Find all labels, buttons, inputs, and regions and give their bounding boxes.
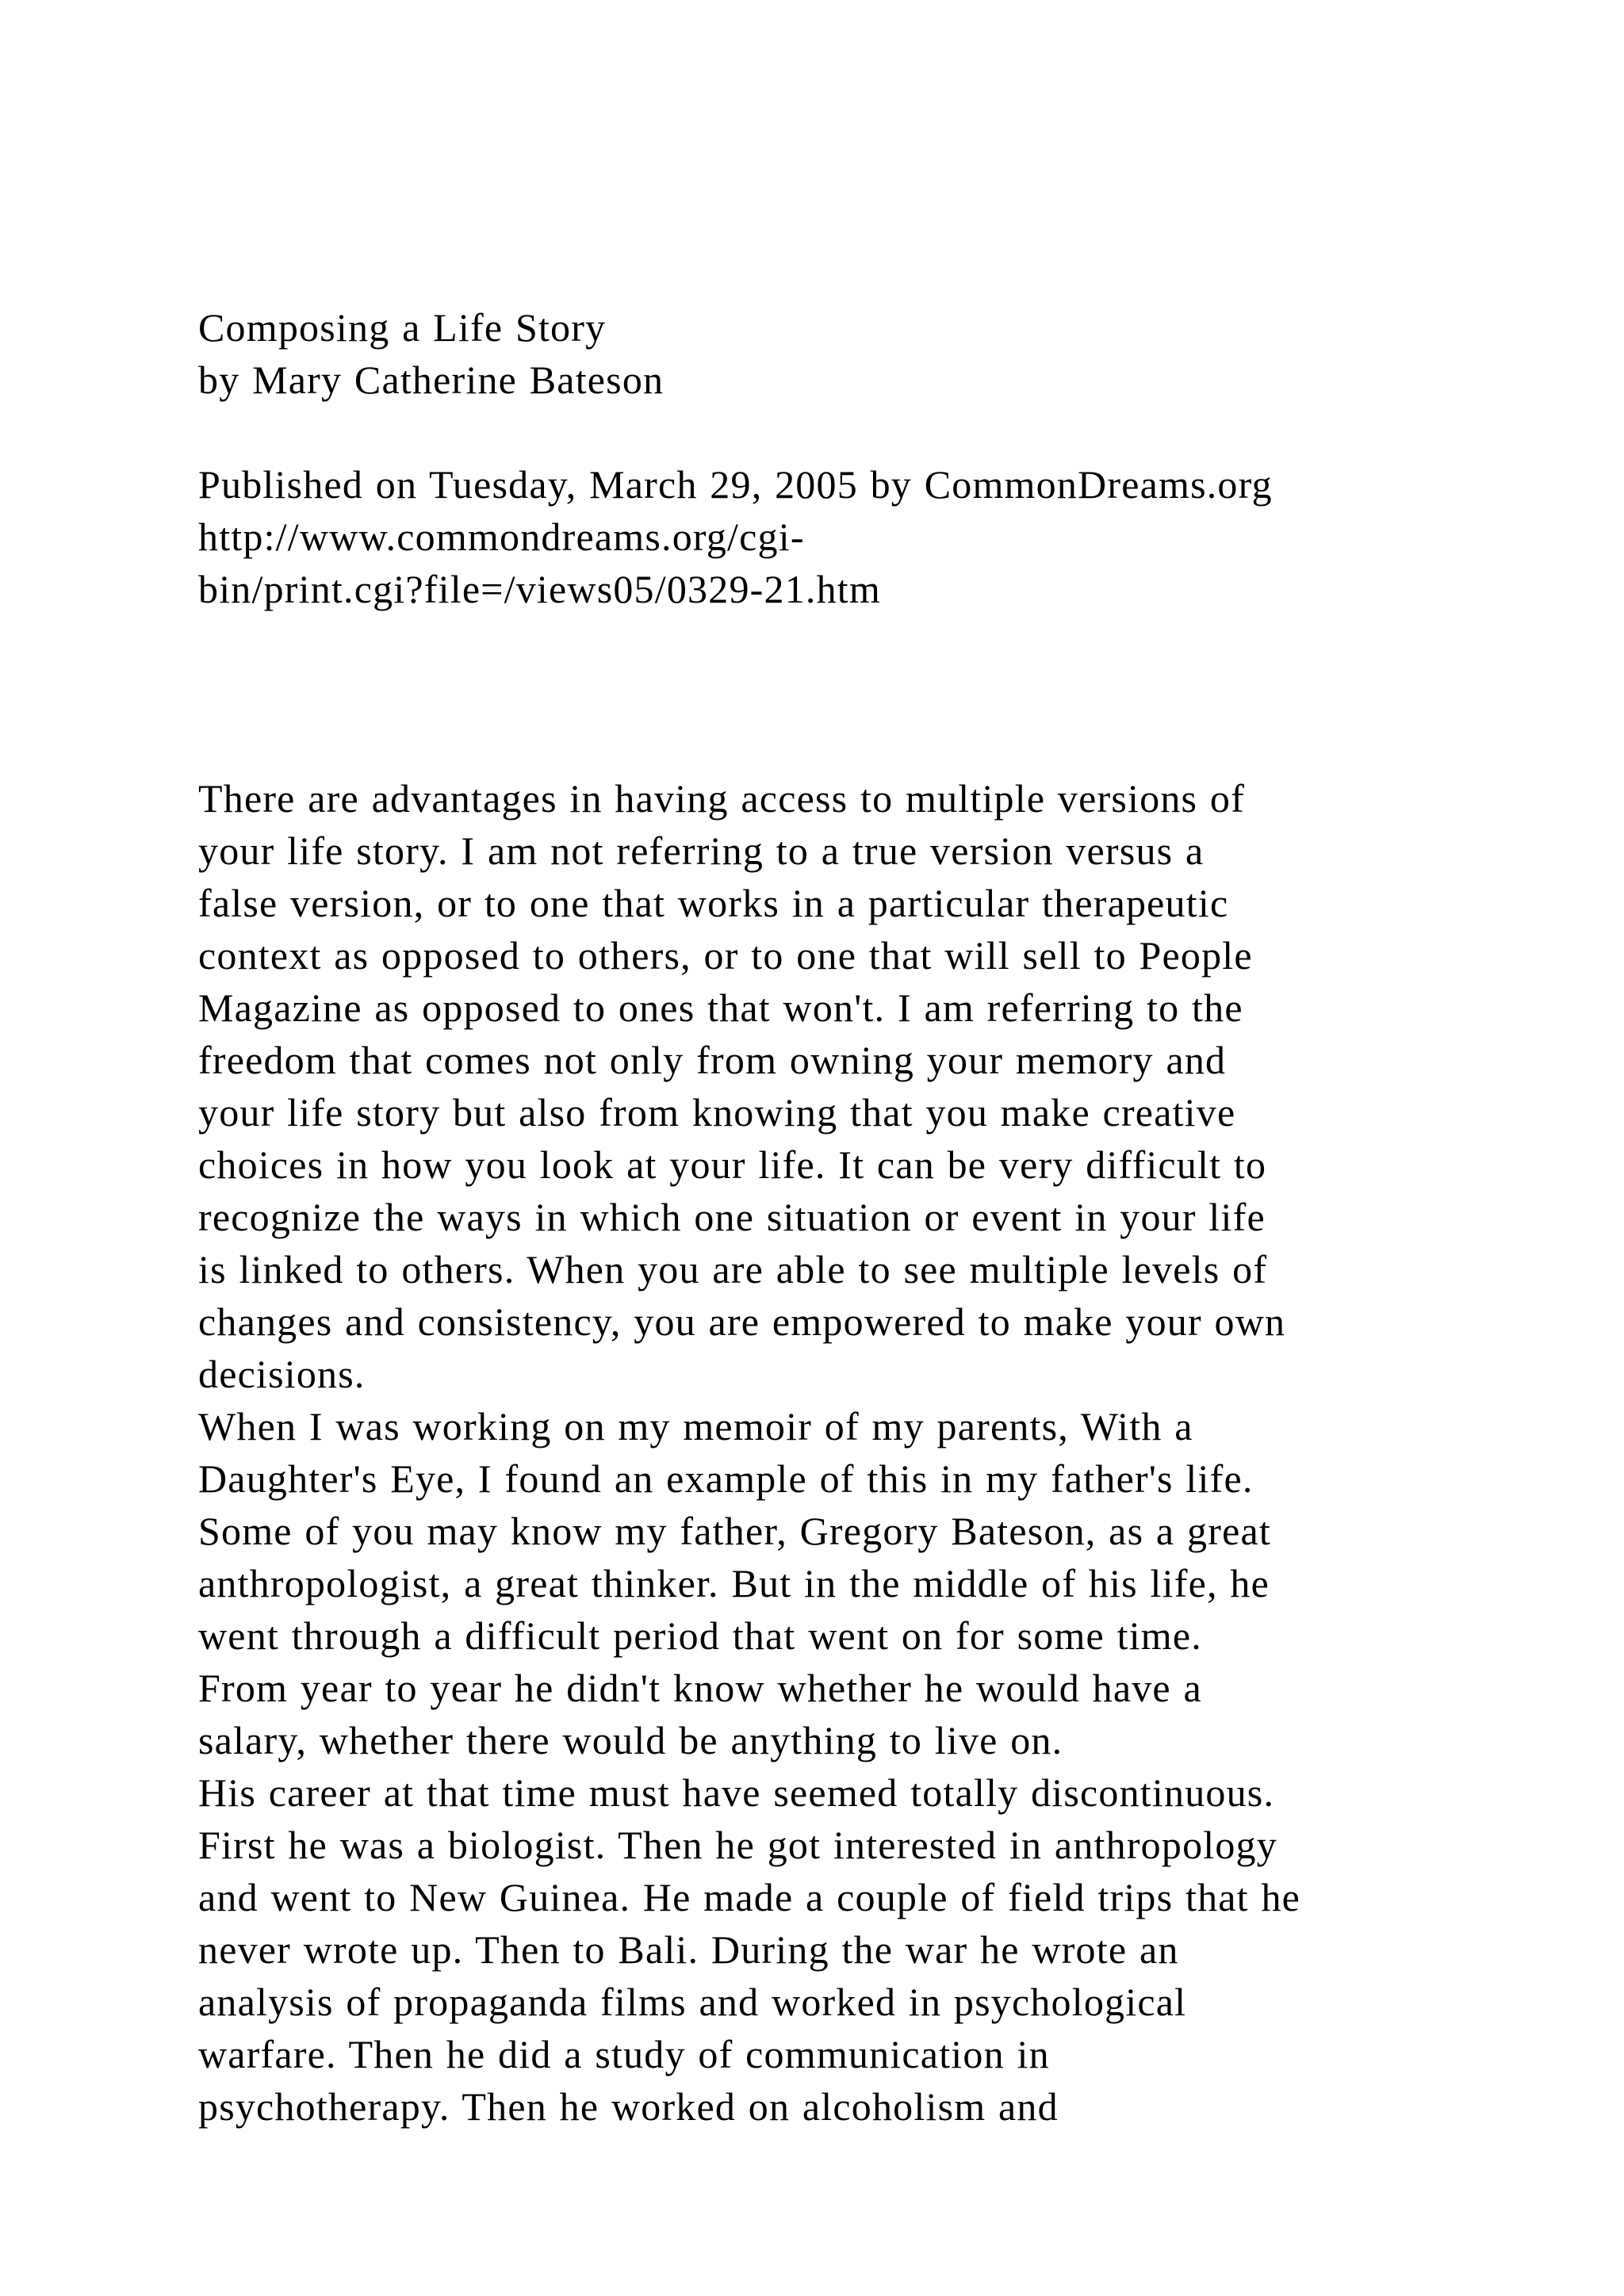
paragraph-line: Some of you may know my father, Gregory Bateson, as a great [198, 1509, 1271, 1553]
source-url-line: http://www.commondreams.org/cgi- [198, 515, 805, 559]
paragraph [198, 772, 1546, 1400]
paragraph-line: went through a difficult period that went on for some time. [198, 1613, 1202, 1658]
paragraph-line: decisions. [198, 1352, 366, 1396]
spacer [198, 406, 1546, 458]
publication-line: Published on Tuesday, March 29, 2005 by CommonDreams.org [198, 462, 1273, 507]
paragraph-line: His career at that time must have seemed totally discontinuous. [198, 1770, 1275, 1815]
paragraph-line: When I was working on my memoir of my parents, With a [198, 1404, 1193, 1448]
paragraph-line: recognize the ways in which one situation or event in your life [198, 1195, 1266, 1239]
paragraph-line: your life story. I am not referring to a true version versus a [198, 828, 1205, 873]
paragraph-line: salary, whether there would be anything to live on. [198, 1718, 1063, 1762]
source-url-line: bin/print.cgi?file=/views05/0329-21.htm [198, 567, 881, 611]
paragraph-line: From year to year he didn't know whether he would have a [198, 1666, 1202, 1710]
paragraph-line: There are advantages in having access to multiple versions of [198, 776, 1245, 821]
paragraph-line: Daughter's Eye, I found an example of this in my father's life. [198, 1456, 1254, 1501]
paragraph-line: choices in how you look at your life. It can be very difficult to [198, 1142, 1267, 1187]
paragraph-line: First he was a biologist. Then he got interested in anthropology [198, 1823, 1277, 1867]
paragraph-line: psychotherapy. Then he worked on alcoholism and [198, 2084, 1059, 2129]
paragraph-line: anthropologist, a great thinker. But in the middle of his life, he [198, 1561, 1270, 1605]
paragraph-line: freedom that comes not only from owning your memory and [198, 1038, 1227, 1082]
document-byline: by Mary Catherine Bateson [198, 358, 665, 402]
paragraph-line: never wrote up. Then to Bali. During the war he wrote an [198, 1927, 1179, 1972]
paragraph-line: warfare. Then he did a study of communication in [198, 2032, 1050, 2076]
paragraph [198, 1400, 1546, 1766]
paragraph-line: changes and consistency, you are empowered to make your own [198, 1299, 1286, 1344]
paragraph-line: is linked to others. When you are able to see multiple levels of [198, 1247, 1268, 1292]
paragraph-line: Magazine as opposed to ones that won't. I am referring to the [198, 985, 1243, 1030]
paragraph-line: your life story but also from knowing that you make creative [198, 1090, 1236, 1135]
document-title: Composing a Life Story [198, 305, 607, 350]
paragraph-line: and went to New Guinea. He made a couple of field trips that he [198, 1875, 1301, 1919]
paragraph-line: analysis of propaganda films and worked in psychological [198, 1980, 1187, 2024]
paragraph-line: false version, or to one that works in a particular therapeutic [198, 881, 1229, 925]
spacer [198, 615, 1546, 772]
paragraph [198, 1766, 1546, 2133]
paragraph-line: context as opposed to others, or to one that will sell to People [198, 933, 1253, 978]
document-body [198, 301, 1546, 2133]
